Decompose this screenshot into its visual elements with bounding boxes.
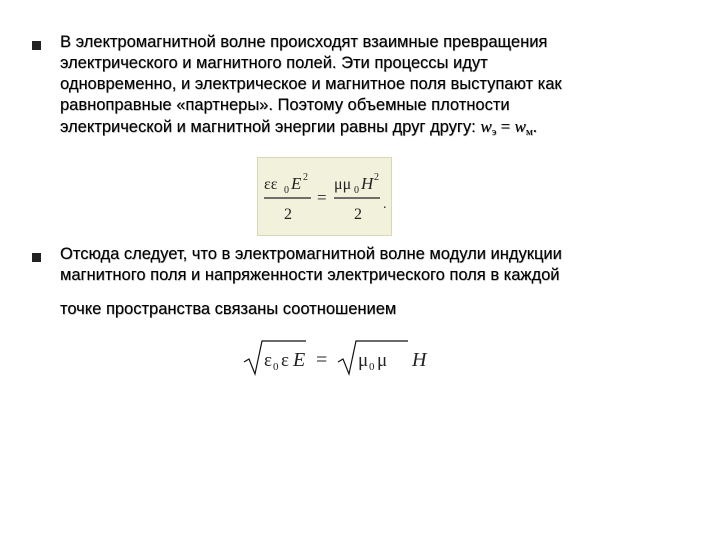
formula2-right-var: H — [412, 349, 427, 371]
formula1-left-pow: 2 — [303, 172, 308, 183]
paragraph-line: равноправные «партнеры». Поэтому объемные плотности — [60, 96, 510, 114]
formula1-left-var: E — [291, 174, 302, 193]
formula2-right-mu: μ — [358, 350, 369, 371]
inline-period: . — [532, 117, 538, 136]
energy-equality-formula — [257, 157, 392, 236]
paragraph-line: электрического и магнитного полей. Эти процессы идут — [60, 54, 488, 72]
formula2-left-eps2: ε — [281, 350, 289, 371]
inline-formula-energy-density — [480, 117, 537, 136]
energy-formula-svg — [258, 158, 391, 235]
formula1-right-pow: 2 — [374, 172, 379, 183]
paragraph-2 — [60, 244, 705, 320]
relation-formula-svg — [240, 336, 440, 380]
formula2-equals: = — [316, 349, 328, 371]
formula1-period: . — [383, 197, 387, 212]
paragraph-line: точке пространства связаны соотношением — [60, 300, 397, 318]
formula2-left-var: E — [293, 349, 306, 371]
paragraph-line: одновременно, и электрическое и магнитное поля выступают как — [60, 75, 562, 93]
formula2-right-mu2: μ — [377, 350, 388, 371]
field-relation-formula — [240, 336, 440, 385]
inline-sub-e: э — [491, 126, 497, 138]
inline-equals: = — [496, 117, 515, 136]
bullet-marker — [32, 253, 41, 262]
formula1-right-num-sub: 0 — [354, 185, 359, 196]
formula1-right-var: H — [361, 174, 374, 193]
paragraph-line: магнитного поля и напряженности электрического поля в каждой — [60, 266, 560, 284]
formula1-left-den: 2 — [284, 206, 292, 223]
formula1-left-num: εε — [264, 176, 278, 193]
inline-sub-m: м — [525, 126, 533, 138]
inline-w-m: w — [514, 117, 526, 136]
paragraph-line: В электромагнитной волне происходят взаимные превращения — [60, 33, 548, 51]
paragraph-line: Отсюда следует, что в электромагнитной волне модули индукции — [60, 245, 562, 263]
paragraph-line-text: электрической и магнитной энергии равны друг другу: — [60, 118, 481, 136]
formula1-right-num: μμ — [334, 176, 352, 193]
formula2-right-sub: 0 — [369, 361, 375, 373]
formula2-left-eps: ε — [264, 350, 272, 371]
inline-w-e: w — [480, 117, 492, 136]
formula1-left-num-sub: 0 — [284, 185, 289, 196]
formula2-left-sub: 0 — [273, 361, 279, 373]
formula1-right-den: 2 — [354, 206, 362, 223]
paragraph-1 — [60, 32, 705, 143]
formula1-equals: = — [317, 188, 327, 207]
paragraph-line-with-formula — [60, 116, 705, 143]
bullet-marker — [32, 41, 41, 50]
